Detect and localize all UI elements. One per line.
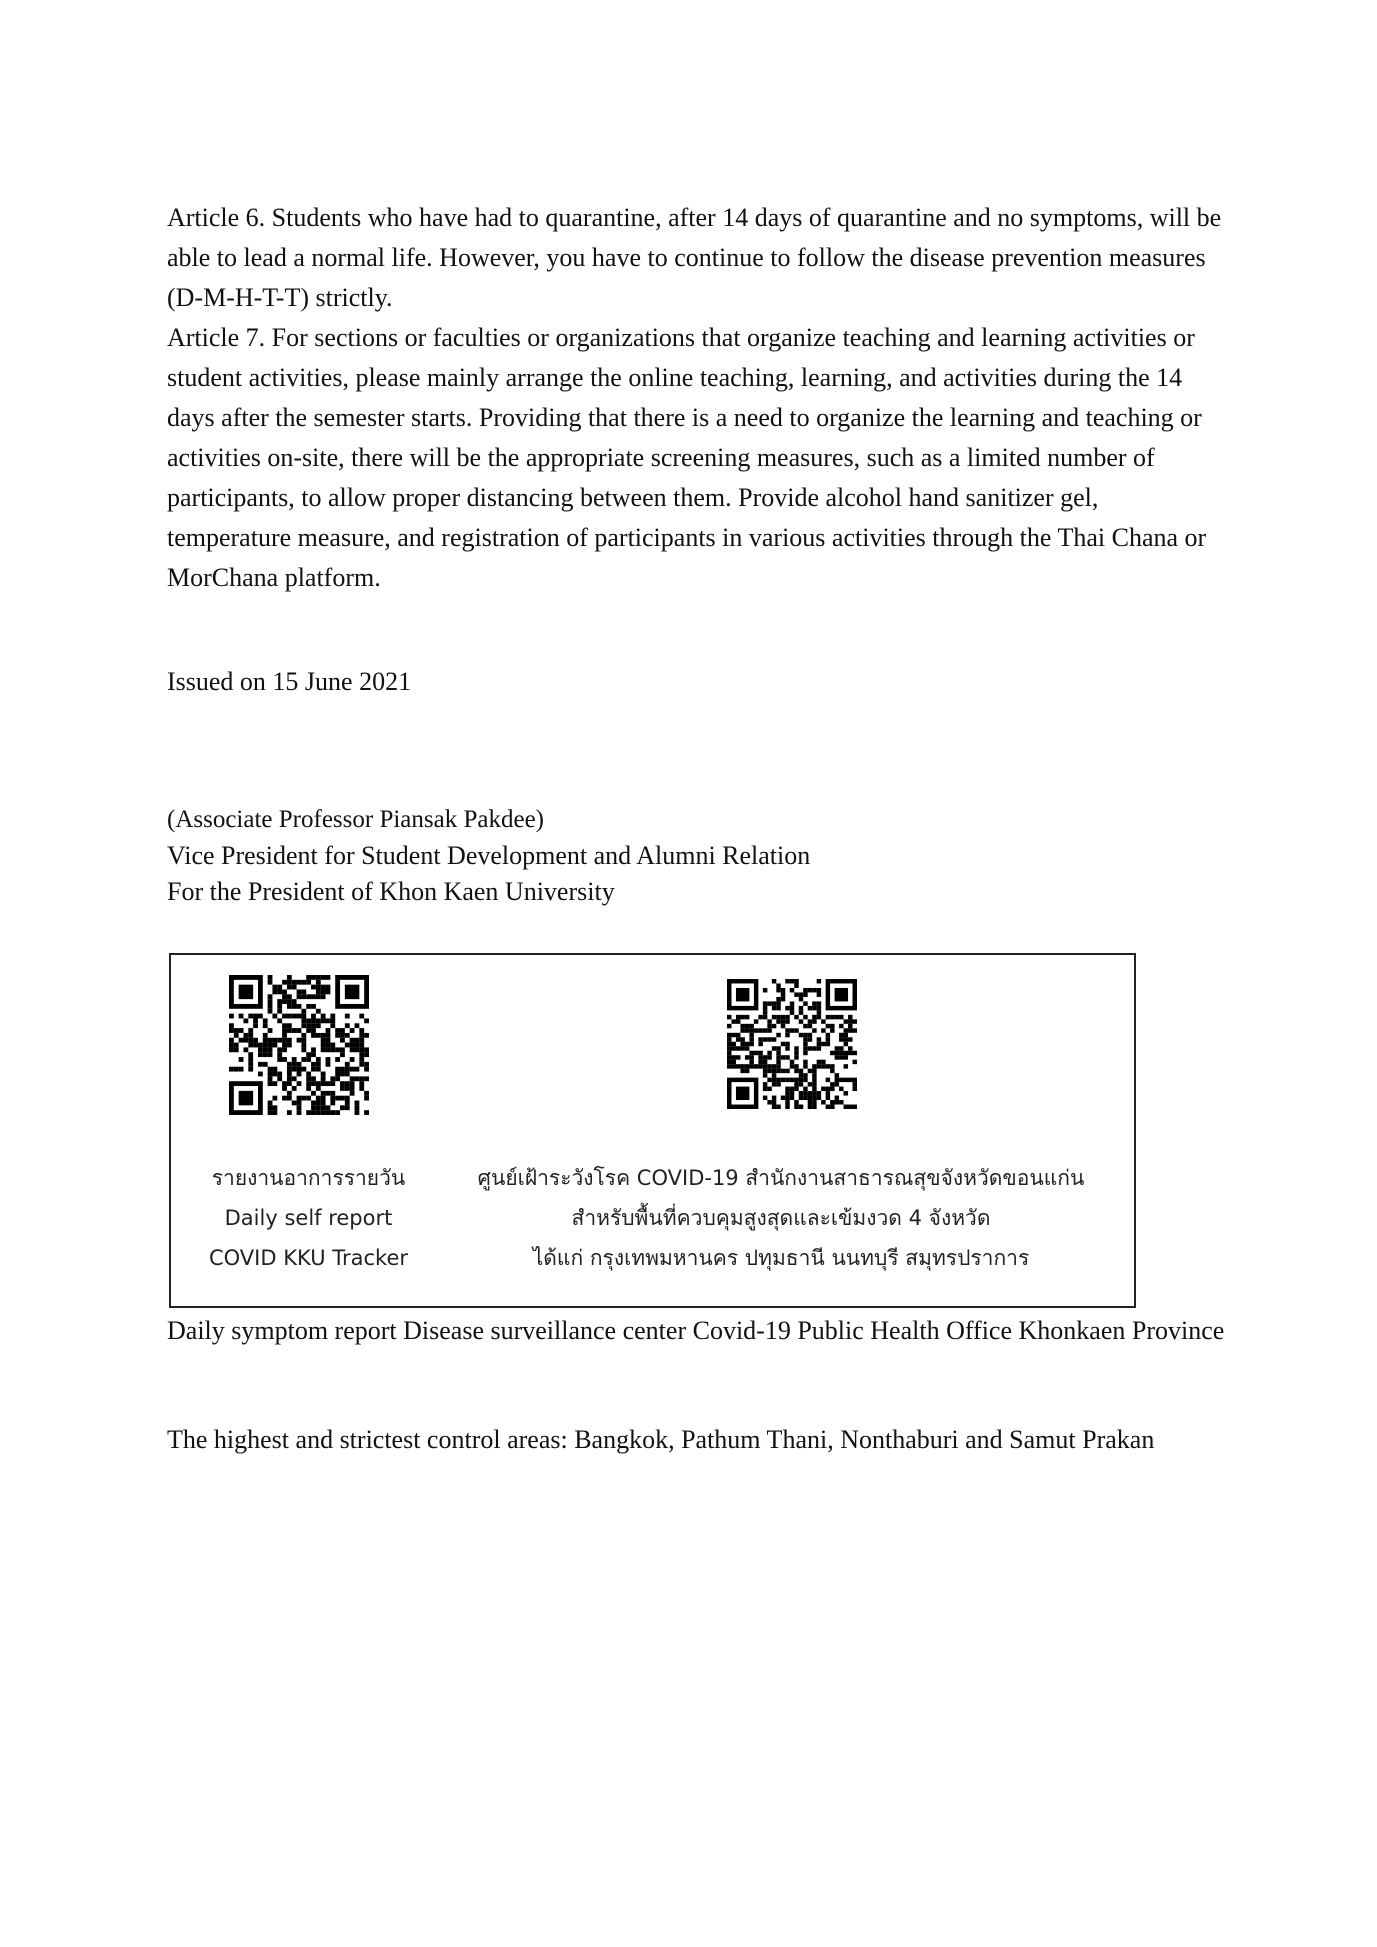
signatory-name: (Associate Professor Piansak Pakdee) (167, 806, 544, 833)
signatory-title-line-2: For the President of Khon Kaen University (167, 877, 615, 906)
qr-code-surveillance-center[interactable] (722, 979, 862, 1109)
qr-code-box (169, 953, 1136, 1308)
signature-block (167, 802, 1227, 910)
article-7: Article 7. For sections or faculties or organizations that organize teaching and learning activities or student activities, please mainly arrange the online teaching, learning, and activities during the 14 days after the semester starts. Providing that there is a need to organize the learning and teaching or activities on-site, there will be the appropriate screening measures, such as a limited number of participants, to allow proper distancing between them. Provide alcohol hand sanitizer gel, temperature measure, and registration of participants in various activities through the Thai Chana or MorChana platform. (167, 323, 1207, 592)
article-6: Article 6. Students who have had to quarantine, after 14 days of quarantine and no symptoms, will be able to lead a normal life. However, you have to continue to follow the disease prevention measures (D-M-H-T-T) strictly. (167, 203, 1222, 312)
qr-right-caption (426, 1158, 1136, 1278)
qr-left-caption-line-1: รายงานอาการรายวัน (211, 1166, 406, 1190)
qr-right-caption-line-1: ศูนย์เฝ้าระวังโรค COVID-19 สำนักงานสาธารณสุขจังหวัดขอนแก่น (477, 1166, 1085, 1190)
translation-caption: Daily symptom report Disease surveillance center Covid-19 Public Health Office Khonkaen Province (167, 1316, 1225, 1345)
qr-left-caption (171, 1158, 446, 1278)
qr-right-caption-line-2: สำหรับพื้นที่ควบคุมสูงสุดและเข้มงวด 4 จังหวัด (571, 1206, 991, 1230)
signatory-title-line-1: Vice President for Student Development and Alumni Relation (167, 841, 811, 870)
control-areas-caption: The highest and strictest control areas: Bangkok, Pathum Thani, Nonthaburi and Samut Prakan (167, 1425, 1155, 1454)
qr-left-caption-line-3: COVID KKU Tracker (208, 1246, 408, 1270)
issued-date: Issued on 15 June 2021 (167, 667, 412, 696)
qr-right-caption-line-3: ได้แก่ กรุงเทพมหานคร ปทุมธานี นนทบุรี สมุทรปราการ (532, 1246, 1030, 1270)
articles-section (167, 198, 1227, 598)
qr-left-caption-line-2: Daily self report (224, 1206, 393, 1230)
qr-code-daily-self-report[interactable] (219, 975, 379, 1115)
